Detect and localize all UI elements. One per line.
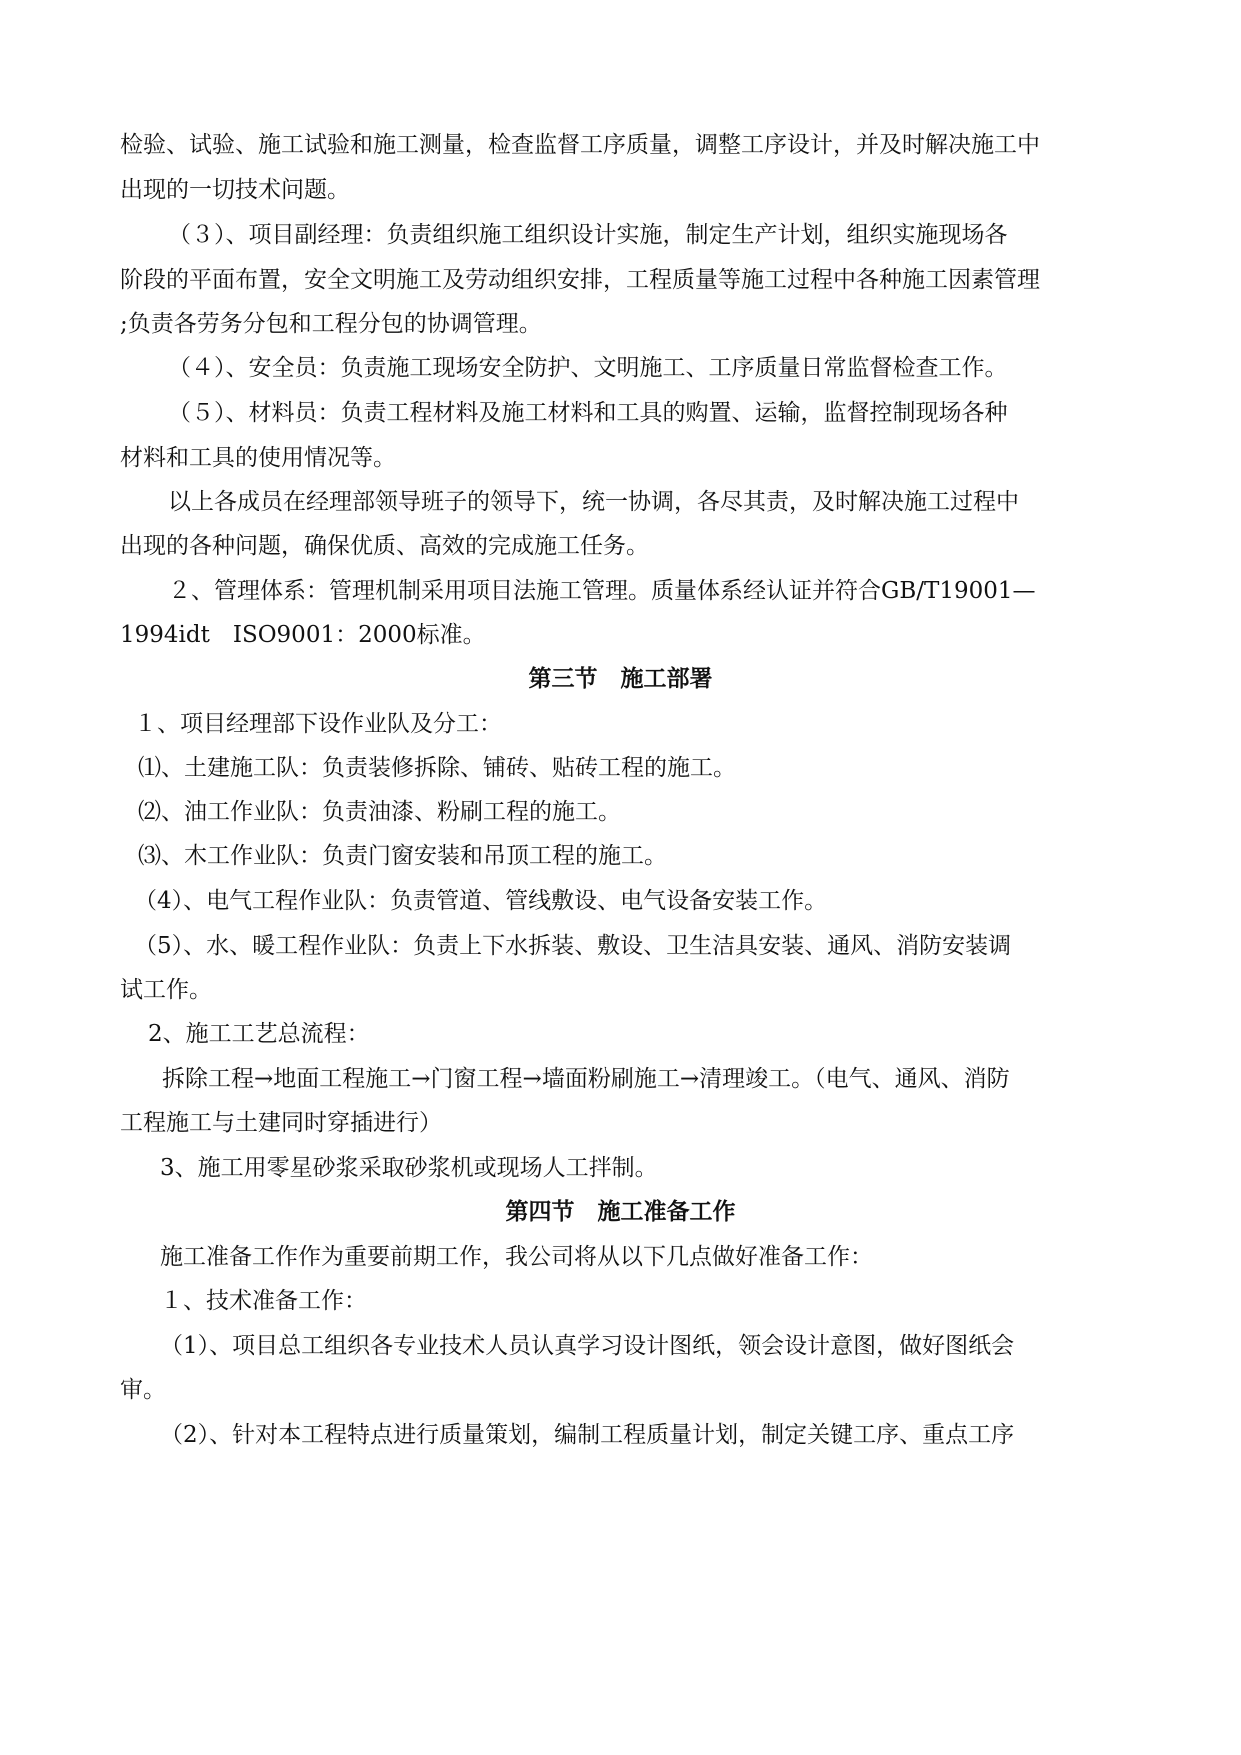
list-item: 施工准备工作作为重要前期工作，我公司将从以下几点做好准备工作： — [160, 1244, 873, 1270]
text-line: 材料和工具的使用情况等。 — [120, 445, 396, 471]
text-line: 出现的一切技术问题。 — [120, 177, 350, 203]
text-line: （４）、安全员：负责施工现场安全防护、文明施工、工序质量日常监督检查工作。 — [168, 355, 1008, 381]
text-line: （３）、项目副经理：负责组织施工组织设计实施，制定生产计划，组织实施现场各 — [168, 222, 1008, 248]
list-item: １、技术准备工作： — [160, 1288, 367, 1314]
list-item: 审。 — [120, 1377, 166, 1403]
text-line: 1994idt ISO9001：2000标准。 — [120, 622, 486, 648]
text-line: 以上各成员在经理部领导班子的领导下，统一协调，各尽其责，及时解决施工过程中 — [168, 489, 1019, 515]
text-line: ２、管理体系：管理机制采用项目法施工管理。质量体系经认证并符合GB/T19001— — [168, 578, 1036, 604]
text-line: （５）、材料员：负责工程材料及施工材料和工具的购置、运输，监督控制现场各种 — [168, 400, 1008, 426]
list-item: １、项目经理部下设作业队及分工： — [134, 711, 502, 737]
list-item: ⑵、油工作业队：负责油漆、粉刷工程的施工。 — [138, 799, 621, 825]
section-heading: 第三节 施工部署 — [528, 665, 713, 692]
text-line: 阶段的平面布置，安全文明施工及劳动组织安排，工程质量等施工过程中各种施工因素管理 — [120, 267, 1040, 293]
list-item: 3、施工用零星砂浆采取砂浆机或现场人工拌制。 — [160, 1155, 658, 1181]
list-item: ⑶、木工作业队：负责门窗安装和吊顶工程的施工。 — [138, 843, 667, 869]
list-item: 工程施工与土建同时穿插进行） — [120, 1110, 442, 1136]
list-item: （4）、电气工程作业队：负责管道、管线敷设、电气设备安装工作。 — [134, 888, 828, 914]
section-heading: 第四节 施工准备工作 — [505, 1198, 736, 1225]
list-item: （2）、针对本工程特点进行质量策划，编制工程质量计划，制定关键工序、重点工序 — [160, 1422, 1015, 1448]
list-item: （1）、项目总工组织各专业技术人员认真学习设计图纸，领会设计意图，做好图纸会 — [160, 1333, 1015, 1359]
list-item: ⑴、土建施工队：负责装修拆除、铺砖、贴砖工程的施工。 — [138, 755, 736, 781]
text-line: ;负责各劳务分包和工程分包的协调管理。 — [120, 311, 542, 337]
text-line: 检验、试验、施工试验和施工测量，检查监督工序质量，调整工序设计，并及时解决施工中 — [120, 132, 1040, 158]
text-line: 出现的各种问题，确保优质、高效的完成施工任务。 — [120, 533, 649, 559]
list-item: （5）、水、暖工程作业队：负责上下水拆装、敷设、卫生洁具安装、通风、消防安装调 — [134, 933, 1012, 959]
list-item: 试工作。 — [120, 977, 212, 1003]
list-item: 拆除工程→地面工程施工→门窗工程→墙面粉刷施工→清理竣工。（电气、通风、消防 — [162, 1066, 1010, 1092]
list-item: 2、施工工艺总流程： — [148, 1021, 370, 1047]
